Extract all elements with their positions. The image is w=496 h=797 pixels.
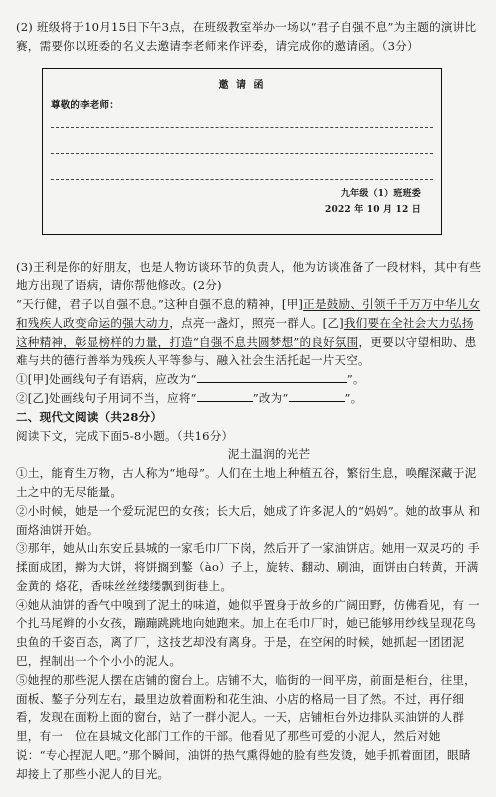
article-paragraph: ④她从油饼的香气中嗅到了泥土的味道，她似乎置身于故乡的广阔田野，仿佛看见，有 一个扎马尾辫的小女孩，蹦蹦跳跳地向她跑来。加上在毛巾厂时，她已能够用纱线呈现花鸟虫鱼的千姿百态，离了厂，这技艺却没有离身。于是，在空闲的时候，她抓起一团团泥巴，捏制出一个个小小的泥人。 (16, 597, 480, 668)
material-text: ，更要以守望相助、患难与共的德行善举为残疾人平等参与、融入社会生活托起一片天空。 (16, 334, 477, 368)
question-2-prompt: (2) 班级将于10月15日下午3点，在班级教室举办一场以“君子自强不息”为主题的演讲比赛，需要你以班委的名义去邀请李老师来作评委，请完成你的邀请函。（3分） (16, 20, 477, 53)
answer-blank[interactable] (289, 389, 345, 402)
underlined-sentence-jia: 正是鼓励、引领千千万万中华儿女和残疾人政变命运的强大动力 (16, 297, 481, 330)
answer-blank[interactable] (197, 370, 347, 383)
article-title: 泥土温润的光芒 (227, 447, 311, 462)
question-3-prompt: (3)王利是你的好朋友，也是人物访谈环节的负责人，他为访谈准备了一段材料，其中有些地方出现了语病，请你帮他修改。(2分) (16, 259, 482, 293)
article-paragraph: ③那年，她从山东安丘县城的一家毛巾厂下岗，然后开了一家油饼店。她用一双灵巧的 手揉面成团，擀为大饼，将饼搁到鏊（ào）子上，旋转、翻动、刷油，面饼由白转黄，开满金黄的 烙花，香味丝丝缕缕飘到街巷上。 (16, 541, 480, 593)
underlined-sentence-yi: 我们要在全社会大力弘扬这种精神，彰显榜样的力量，打造“自强不息共圆梦想”的良好氛围 (16, 315, 474, 349)
question-3-item-1 (16, 370, 482, 389)
item-text: ”改为“ (252, 391, 289, 406)
article-paragraph: ②小时候，她是一个爱玩泥巴的女孩；长大后，她成了许多泥人的“妈妈”。她的故事从 和面烙油饼开始。 (16, 503, 481, 537)
item-text: ”。 (346, 372, 365, 387)
article-paragraph: ⑤她捏的那些泥人摆在店铺的窗台上。店铺不大，临街的一间平房，前面是柜台，往里，面板、鏊子分列左右，最里边放着面粉和花生油、小店的格局一目了然。不过，再仔细看，发现在面粉上面的窗台，站了一群小泥人。一天，店铺柜台外边排队买油饼的人群里，有一 位在县城文化部门工作的干部。他看见了那些可爱的小泥人，然后对她说：“专心捏泥人吧。”那个瞬间，油饼的热气熏得她的脸有些发烫，她手抓着面团，眼睛却接上了那些小泥人的目光。 (16, 672, 476, 781)
item-text: ②[乙]处画线句子用词不当，应将“ (16, 391, 197, 406)
invitation-letter-box (42, 68, 442, 235)
writing-line[interactable] (51, 127, 433, 128)
invitation-title: 邀 请 函 (218, 79, 266, 91)
material-text: ，点亮一盏灯，照亮一群人。[乙] (169, 315, 344, 330)
invitation-signer: 九年级（1）班班委 (340, 188, 421, 199)
invitation-salutation: 尊敬的李老师： (51, 99, 119, 111)
section-heading: 二、现代文阅读（共28分） (16, 409, 163, 424)
writing-line[interactable] (51, 153, 433, 154)
question-3-item-2 (16, 389, 482, 408)
material-text: “天行健，君子以自强不息。”这种自强不息的精神，[甲] (16, 297, 304, 312)
item-text: ①[甲]处画线句子有语病，应改为“ (16, 372, 197, 387)
reading-instruction: 阅读下文，完成下面5-8小题。（共16分） (16, 428, 234, 443)
writing-line[interactable] (51, 179, 433, 180)
item-text: ”。 (344, 391, 363, 406)
invitation-date: 2022 年 10 月 12 日 (325, 204, 421, 215)
article-paragraph: ①土，能育生万物，古人称为“地母”。人们在土地上种植五谷，繁衍生息，唤醒深藏于泥土之中的无尽能量。 (16, 466, 477, 499)
answer-blank[interactable] (197, 389, 253, 402)
question-3-material (16, 295, 482, 370)
